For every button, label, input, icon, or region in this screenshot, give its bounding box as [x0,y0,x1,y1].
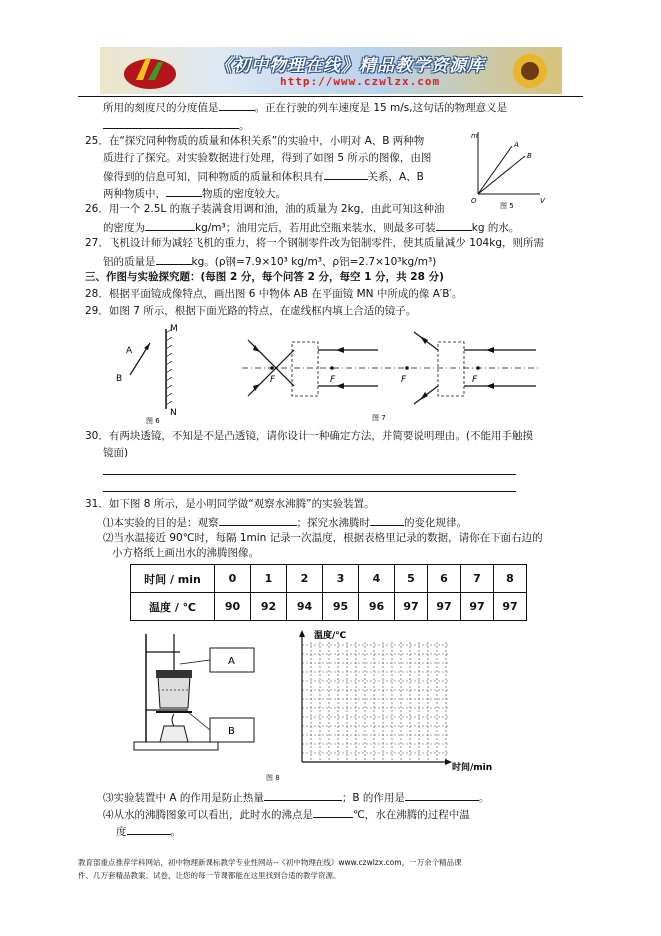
table-cell: 97 [494,593,527,621]
label-b: B [116,374,123,384]
footer-line2: 件、几万套精品教案、试卷，让您的每一节课都能在这里找到合适的教学资源。 [78,871,341,880]
label-n: N [170,408,177,418]
banner-title: 《初中物理在线》精品教学资源库 [215,56,485,76]
q27-line1: 27．飞机设计师为减轻飞机的重力，将一个钢制零件改为铝制零件，使其质量减少 104kg，则所需 [85,237,544,249]
answer-line[interactable] [103,474,516,475]
focus-label-1: F [270,375,276,385]
table-cell: 97 [428,593,461,621]
figure-7-caption: 图 7 [372,414,386,422]
figure-8-caption: 图 8 [266,774,280,782]
figure-6-caption: 图 6 [146,417,160,425]
table-cell: 3 [323,565,359,593]
line-b [478,156,525,194]
answer-blank[interactable] [127,823,171,835]
answer-line[interactable] [103,491,516,492]
sunflower-icon [505,49,555,93]
table-cell: 1 [251,565,287,593]
table-cell: 2 [287,565,323,593]
q31-part4-line1: ⑷从水的沸腾图象可以看出，此时水的沸点是 ℃，水在沸腾的过程中温 [103,806,470,822]
table-row-time [131,565,527,593]
boiling-apparatus [130,630,270,755]
footer-line1: 教育部重点推荐学科网站，初中物理新课标教学专业性网站--《初中物理在线》www.czwlzx.com。一万余个精品课 [78,858,462,867]
answer-blank[interactable] [405,789,479,801]
q31-part4-line2: 度 。 [116,823,181,839]
table-cell: 92 [251,593,287,621]
q30-line1: 30．有两块透镜，不知是不是凸透镜，请你设计一种确定方法，并简要说明理由。(不能用手触摸 [85,430,533,442]
answer-blank[interactable] [436,219,472,231]
q31-part3: ⑶实验装置中 A 的作用是防止热量 ；B 的作用是 。 [103,789,489,805]
focus-label-2: F [330,375,336,385]
apparatus-label-a: A [228,656,235,667]
table-cell: 94 [287,593,323,621]
table-cell: 97 [395,593,428,621]
answer-blank[interactable] [370,514,404,526]
figure-5-caption: 图 5 [500,202,514,210]
table-cell: 8 [494,565,527,593]
q28-text: 28．根据平面镜成像特点，画出图 6 中物体 AB 在平面镜 MN 中所成的像 A′B′。 [85,288,463,300]
q29-text: 29．如图 7 所示，根据下面光路的特点，在虚线框内填上合适的镜子。 [85,305,417,317]
focus-label-3: F [401,375,407,385]
table-cell: 96 [359,593,395,621]
axis-label-v: V [540,197,545,205]
q25-line3: 像得到的信息可知，同种物质的质量和体积具有 关系，A、B [103,168,424,184]
graph-xlabel: 时间/min [452,763,493,773]
logo-icon [120,50,180,92]
figure-7-optics [240,328,540,424]
table-cell: 6 [428,565,461,593]
table-header-temp: 温度 / ℃ [131,593,215,621]
table-cell: 5 [395,565,428,593]
dashed-box-1 [292,342,318,396]
answer-blank[interactable] [156,253,192,265]
graph-ylabel: 温度/℃ [314,631,347,641]
label-m: M [170,324,178,334]
banner-url: http://www.czwlzx.com [280,75,441,88]
answer-blank[interactable] [264,789,342,801]
line-a-label: A [514,141,519,149]
table-cell: 7 [461,565,494,593]
dashed-box-2 [438,342,464,396]
table-cell: 4 [359,565,395,593]
figure-5-graph [470,128,550,210]
origin-label: O [471,197,477,205]
label-a: A [126,346,133,356]
table-cell: 90 [215,593,251,621]
answer-blank[interactable] [219,514,297,526]
answer-blank[interactable] [219,99,255,111]
answer-blank[interactable] [324,168,368,180]
answer-blank[interactable] [103,117,239,129]
q30-line2: 镜面) [103,447,129,459]
q-prev-line1: 所用的刻度尺的分度值是 。正在行驶的列车速度是 15 m/s,这句话的物理意义是 [103,99,507,115]
header-banner [100,47,562,94]
q26-line2: 的密度为 kg/m³；油用完后，若用此空瓶来装水，则最多可装 kg 的水。 [103,219,519,235]
table-row-temp [131,593,527,621]
q31-part2-line2: 小方格纸上画出水的沸腾图像。 [112,547,259,559]
q31-part2-line1: ⑵当水温接近 90℃时，每隔 1min 记录一次温度，根据表格里记录的数据，请你在下面右边的 [103,532,543,544]
answer-blank[interactable] [313,806,353,818]
focus-label-4: F [472,375,478,385]
q27-line2: 铝的质量是 kg。(ρ钢=7.9×10³ kg/m³、ρ铝=2.7×10³kg/m³) [103,253,436,269]
answer-blank[interactable] [145,219,195,231]
q31-line1: 31．如下图 8 所示，是小明同学做“观察水沸腾”的实验装置。 [85,498,375,510]
figure-6-mirror [108,323,198,425]
q-prev-line2: 。 [103,117,250,133]
line-b-label: B [527,152,532,160]
table-cell: 0 [215,565,251,593]
answer-blank[interactable] [166,185,202,197]
table-cell: 95 [323,593,359,621]
apparatus-label-b: B [228,726,235,737]
q25-line1: 25．在“探究同种物质的质量和体积关系”的实验中，小明对 A、B 两种物 [85,135,425,147]
axis-label-m: m [471,132,478,140]
header-rule [78,96,583,97]
section-3-heading: 三、作图与实验探究题：(每图 2 分，每个问答 2 分，每空 1 分，共 28 分) [85,271,444,283]
q25-line4: 两种物质中， 物质的密度较大。 [103,185,286,201]
temperature-table [130,564,527,621]
q31-part1: ⑴本实验的目的是：观察 ；探究水沸腾时 的变化规律。 [103,514,467,530]
table-cell: 97 [461,593,494,621]
q25-line2: 质进行了探究。对实验数据进行处理，得到了如图 5 所示的图像，由图 [103,152,432,164]
graph-paper[interactable] [290,628,510,776]
table-header-time: 时间 / min [131,565,215,593]
q26-line1: 26．用一个 2.5L 的瓶子装满食用调和油，油的质量为 2kg，由此可知这种油 [85,203,445,215]
